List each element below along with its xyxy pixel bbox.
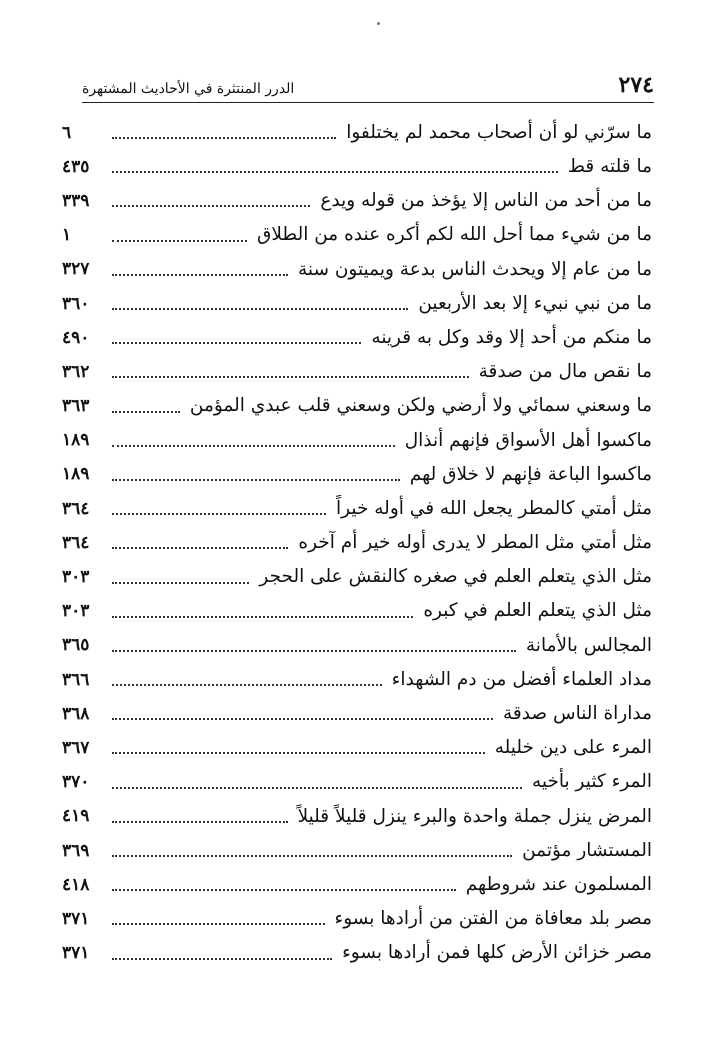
entry-page-ref: ٣٦٢ — [62, 361, 90, 382]
entry-text: ما من أحد من الناس إلا يؤخذ من قوله ويدع — [320, 190, 652, 212]
entry-text: ما من نبي نبيء إلا بعد الأربعين — [418, 292, 652, 314]
entry-page-ref: ٤٣٥ — [62, 156, 90, 177]
entry-text: ما من عام إلا ويحدث الناس بدعة ويميتون سنة — [297, 258, 652, 280]
index-entry — [62, 150, 652, 184]
index-entry — [62, 766, 652, 800]
entry-text: مصر خزائن الأرض كلها فمن أرادها بسوء — [342, 942, 652, 964]
entry-page-ref: ٣٦٥ — [62, 635, 90, 656]
index-entry — [62, 595, 652, 629]
index-entry — [62, 629, 652, 663]
entry-page-ref: ٣٦٩ — [62, 840, 90, 861]
entry-text: ماكسوا أهل الأسواق فإنهم أنذال — [404, 429, 652, 451]
index-entry — [62, 697, 652, 731]
entry-page-ref: ٣٦٣ — [62, 396, 90, 417]
entry-text: ما من شيء مما أحل الله لكم أكره عنده من الطلاق — [257, 224, 652, 246]
entry-page-ref: ١٨٩ — [62, 464, 90, 485]
entry-text: مثل أمتي مثل المطر لا يدرى أوله خير أم آخره — [298, 532, 652, 554]
entry-text: مصر بلد معافاة من الفتن من أرادها بسوء — [334, 908, 652, 930]
index-entry — [62, 868, 652, 902]
entry-text: المرء على دين خليله — [494, 737, 652, 759]
entry-text: المسلمون عند شروطهم — [465, 873, 652, 895]
dot-leader — [112, 376, 469, 378]
entry-page-ref: ٣٣٩ — [62, 190, 90, 211]
entry-page-ref: ٣٠٣ — [62, 601, 90, 622]
index-entry — [62, 492, 652, 526]
dot-leader — [112, 650, 516, 652]
entry-page-ref: ٣٢٧ — [62, 259, 90, 280]
dot-leader — [112, 342, 361, 344]
entry-page-ref: ٣٦٦ — [62, 669, 90, 690]
dot-leader — [112, 958, 332, 960]
entry-page-ref: ٤٩٠ — [62, 327, 90, 348]
entry-text: مداد العلماء أفضل من دم الشهداء — [391, 668, 652, 690]
dot-leader — [112, 787, 522, 789]
index-entry — [62, 458, 652, 492]
index-entry — [62, 731, 652, 765]
entry-text: المستشار مؤتمن — [522, 839, 652, 861]
index-entry — [62, 902, 652, 936]
dot-leader — [112, 445, 395, 447]
index-entry — [62, 355, 652, 389]
page-header — [82, 66, 654, 103]
index-list — [62, 116, 652, 971]
dot-leader — [112, 308, 408, 310]
entry-page-ref: ٣٧١ — [62, 943, 90, 964]
entry-text: المجالس بالأمانة — [525, 634, 652, 656]
dot-leader — [112, 923, 325, 925]
entry-text: ما سرّني لو أن أصحاب محمد لم يختلفوا — [346, 121, 652, 143]
index-entry — [62, 560, 652, 594]
page-number: ٢٧٤ — [618, 72, 654, 98]
entry-text: ماكسوا الباعة فإنهم لا خلاق لهم — [409, 463, 652, 485]
index-entry — [62, 219, 652, 253]
dot-leader — [112, 274, 288, 276]
entry-page-ref: ٣٦٤ — [62, 532, 90, 553]
dot-leader — [112, 137, 336, 139]
dot-leader — [112, 616, 413, 618]
dot-leader — [112, 547, 288, 549]
dot-leader — [112, 855, 512, 857]
index-entry — [62, 253, 652, 287]
entry-page-ref: ٣٦٠ — [62, 293, 90, 314]
entry-text: ما نقص مال من صدقة — [478, 361, 652, 383]
dot-leader — [112, 240, 247, 242]
entry-text: مداراة الناس صدقة — [502, 703, 652, 725]
index-entry — [62, 937, 652, 971]
entry-text: مثل الذي يتعلم العلم في كبره — [423, 600, 652, 622]
index-entry — [62, 800, 652, 834]
dot-leader — [112, 582, 249, 584]
dot-leader — [112, 171, 558, 173]
dot-leader — [112, 479, 400, 481]
dot-leader — [112, 205, 310, 207]
entry-page-ref: ٣٦٤ — [62, 498, 90, 519]
entry-text: مثل أمتي كالمطر يجعل الله في أوله خيراً — [336, 497, 652, 519]
index-entry — [62, 321, 652, 355]
dot-leader — [112, 684, 382, 686]
index-entry — [62, 834, 652, 868]
dot-leader — [112, 752, 485, 754]
entry-text: مثل الذي يتعلم العلم في صغره كالنقش على الحجر — [259, 566, 652, 588]
entry-text: المرء كثير بأخيه — [531, 771, 652, 793]
index-entry — [62, 390, 652, 424]
index-entry — [62, 526, 652, 560]
entry-text: المرض ينزل جملة واحدة والبرء ينزل قليلاً قليلاً — [297, 805, 652, 827]
entry-text: ما قلته قط — [567, 156, 652, 178]
entry-page-ref: ٤١٩ — [62, 806, 90, 827]
entry-page-ref: ٣٦٨ — [62, 703, 90, 724]
index-entry — [62, 424, 652, 458]
print-speck — [377, 22, 380, 25]
entry-page-ref: ١٨٩ — [62, 430, 90, 451]
entry-page-ref: ٣٠٣ — [62, 567, 90, 588]
dot-leader — [112, 889, 456, 891]
index-entry — [62, 287, 652, 321]
dot-leader — [112, 411, 180, 413]
index-entry — [62, 116, 652, 150]
entry-text: ما وسعني سمائي ولا أرضي ولكن وسعني قلب عبدي المؤمن — [189, 395, 652, 417]
entry-text: ما منكم من أحد إلا وقد وكل به قرينه — [371, 326, 652, 348]
dot-leader — [112, 821, 288, 823]
entry-page-ref: ٤١٨ — [62, 874, 90, 895]
entry-page-ref: ١ — [62, 225, 72, 246]
index-entry — [62, 184, 652, 218]
entry-page-ref: ٣٧١ — [62, 908, 90, 929]
dot-leader — [112, 718, 493, 720]
running-title: الدرر المنتثرة في الأحاديث المشتهرة — [82, 81, 295, 97]
entry-page-ref: ٣٧٠ — [62, 772, 90, 793]
entry-page-ref: ٣٦٧ — [62, 737, 90, 758]
dot-leader — [112, 513, 326, 515]
entry-page-ref: ٦ — [62, 122, 72, 143]
index-entry — [62, 663, 652, 697]
